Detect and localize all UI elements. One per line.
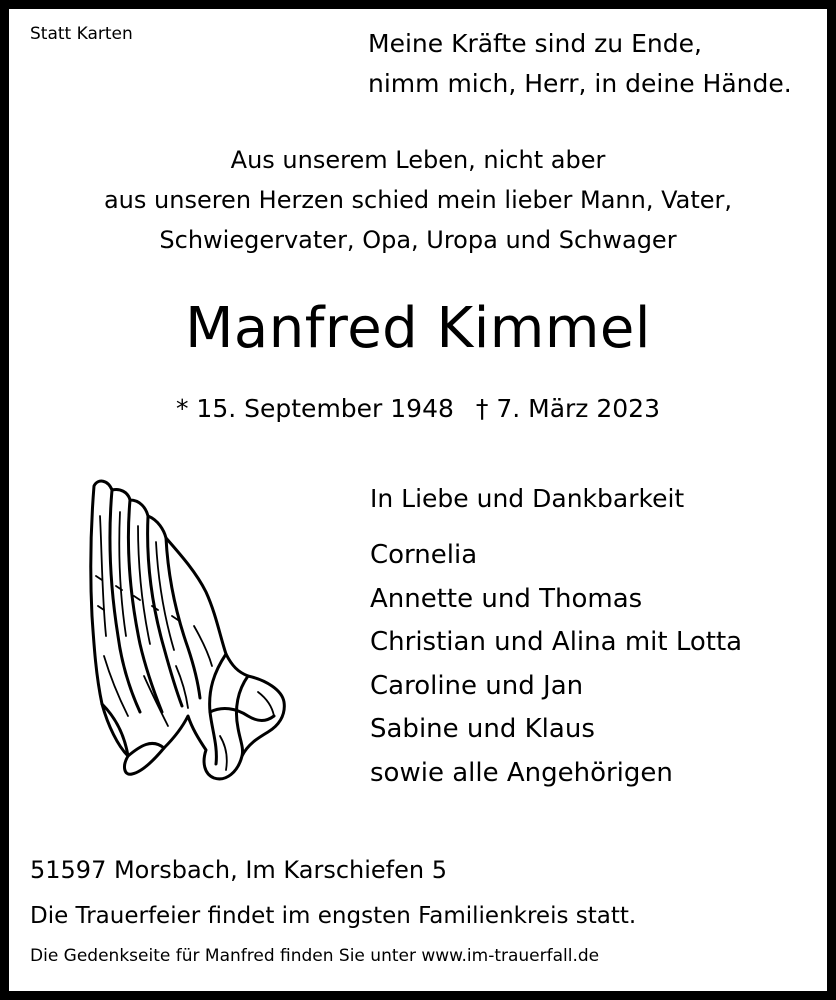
mourner-name: sowie alle Angehörigen (370, 757, 673, 788)
mourner-name: Annette und Thomas (370, 583, 643, 614)
intro-line-1: Aus unserem Leben, nicht aber (230, 146, 606, 174)
quote-line-1: Meine Kräfte sind zu Ende, (368, 29, 702, 58)
intro-line-3: Schwiegervater, Opa, Uropa und Schwager (159, 226, 677, 254)
mourners-list (370, 534, 742, 795)
mourners-heading: In Liebe und Dankbarkeit (370, 484, 685, 513)
intro-line-2: aus unseren Herzen schied mein lieber Mann, Vater, (103, 186, 733, 214)
birth-date: * 15. September 1948 (175, 394, 454, 423)
statt-karten-label: Statt Karten (30, 24, 133, 44)
death-date: † 7. März 2023 (475, 394, 660, 423)
quote-verse (368, 24, 792, 104)
mourner-name: Caroline und Jan (370, 670, 584, 701)
funeral-notice: Die Trauerfeier findet im engsten Familienkreis statt. (30, 903, 637, 929)
deceased-name: Manfred Kimmel (185, 296, 651, 361)
praying-hands-icon (88, 476, 288, 791)
mourner-name: Sabine und Klaus (370, 714, 595, 744)
quote-line-2: nimm mich, Herr, in deine Hände. (368, 69, 792, 98)
mourner-name: Christian und Alina mit Lotta (370, 627, 743, 657)
memorial-website-note: Die Gedenkseite für Manfred finden Sie unter www.im-trauerfall.de (30, 946, 600, 966)
mourner-name: Cornelia (370, 540, 478, 570)
intro-text (9, 140, 827, 260)
life-dates (9, 390, 827, 428)
address: 51597 Morsbach, Im Karschiefen 5 (30, 856, 447, 884)
